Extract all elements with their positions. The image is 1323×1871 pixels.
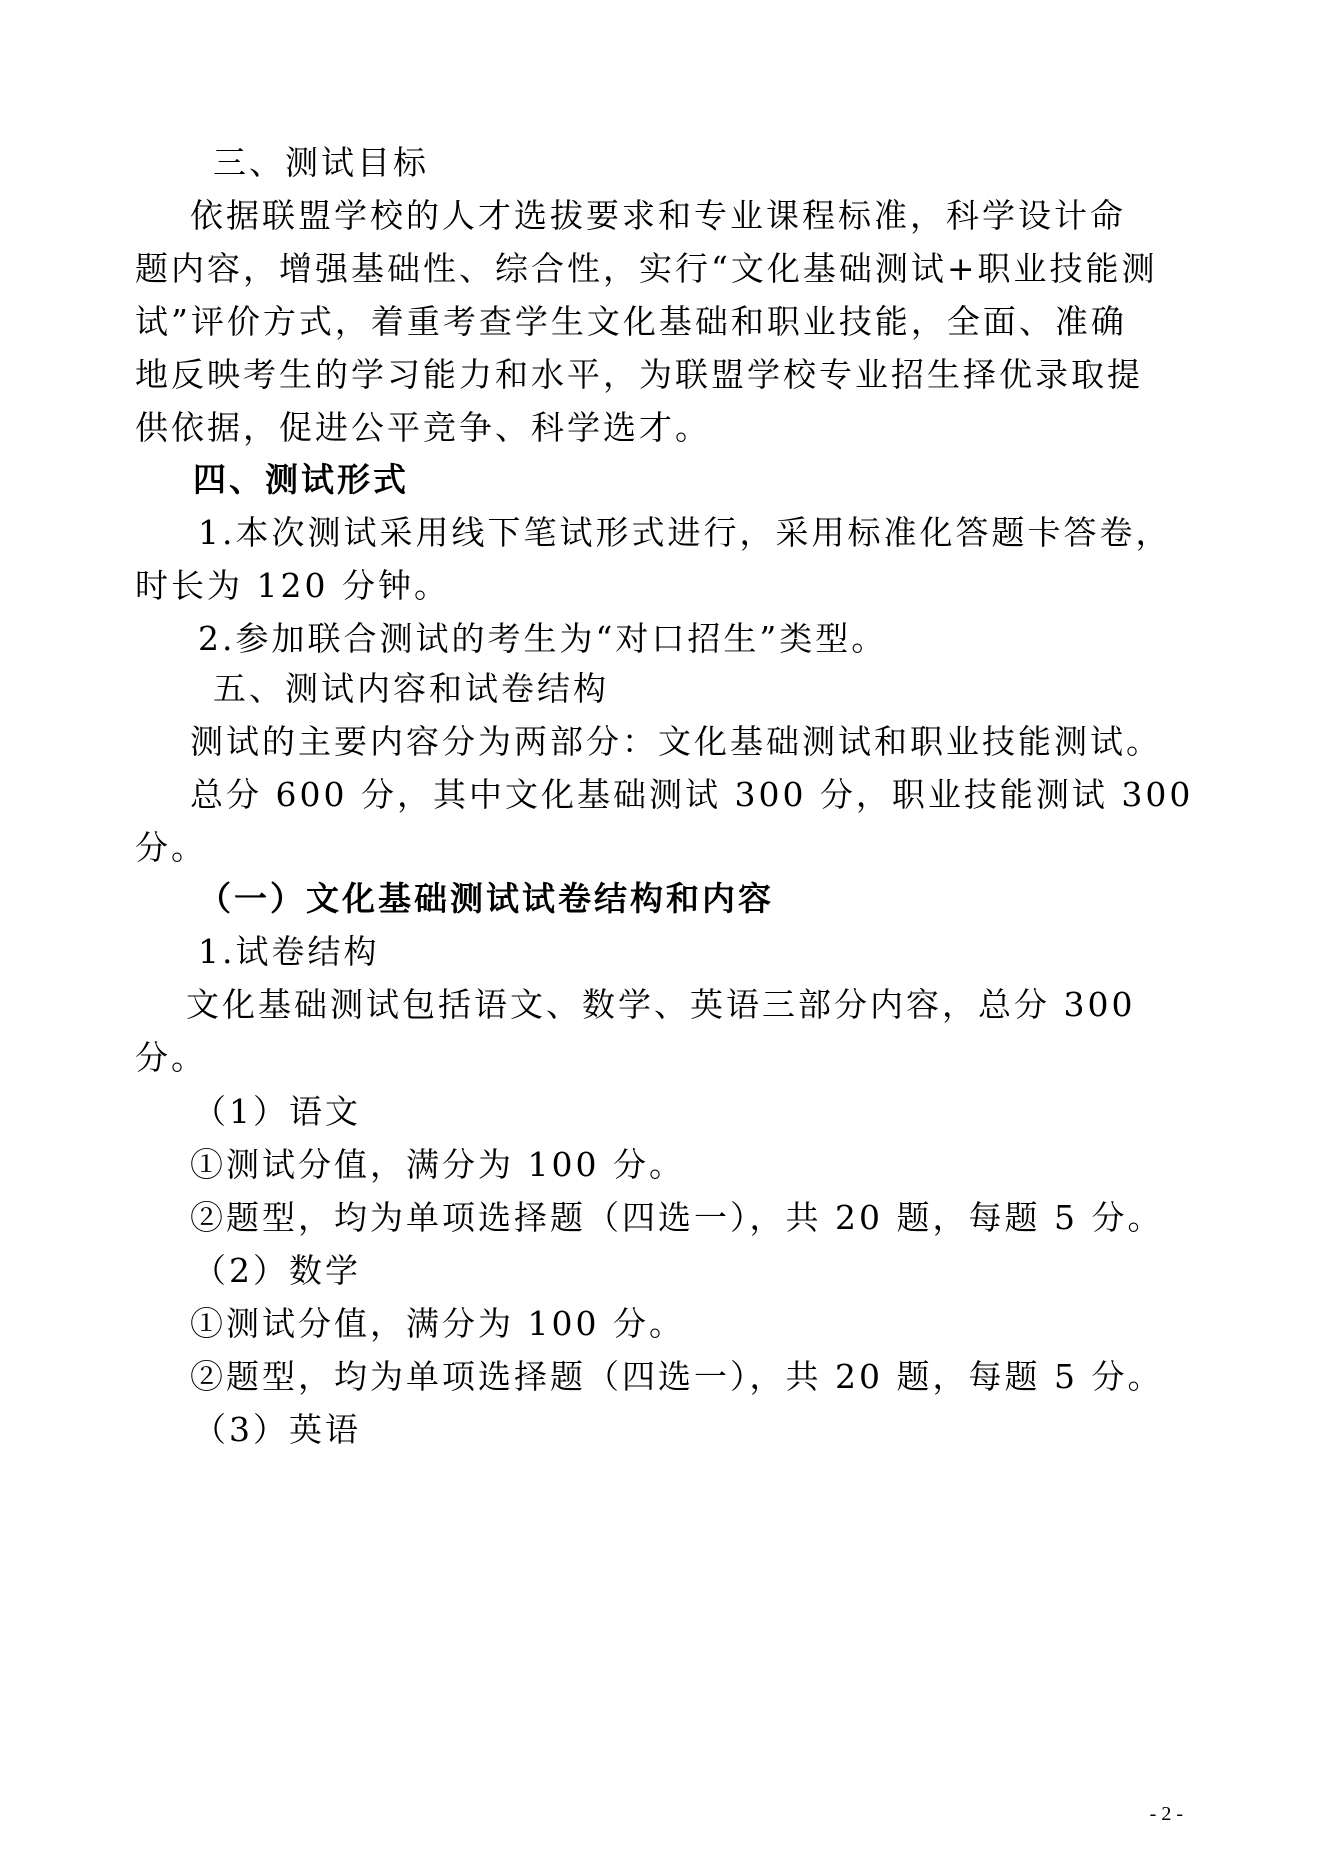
paragraph-line: 总分 600 分，其中文化基础测试 300 分，职业技能测试 300 [190,775,1194,814]
paragraph-line: 试”评价方式，着重考查学生文化基础和职业技能，全面、准确 [135,302,1127,341]
list-item-line: 1.本次测试采用线下笔试形式进行，采用标准化答题卡答卷， [198,513,1172,552]
subject-title-math: （2）数学 [193,1251,361,1290]
paragraph-line: 文化基础测试包括语文、数学、英语三部分内容，总分 300 [186,985,1136,1024]
subject-question-type: ②题型，均为单项选择题（四选一），共 20 题，每题 5 分。 [190,1357,1164,1396]
list-item: 2.参加联合测试的考生为“对口招生”类型。 [198,619,888,658]
paragraph-line: 分。 [135,828,207,867]
paragraph-line: 供依据，促进公平竞争、科学选才。 [135,408,711,447]
section-heading-test-objective: 三、测试目标 [213,143,429,182]
subject-title-chinese: （1）语文 [193,1092,361,1131]
subject-question-type: ②题型，均为单项选择题（四选一），共 20 题，每题 5 分。 [190,1198,1164,1237]
item-title: 1.试卷结构 [198,932,380,971]
subject-score: ①测试分值，满分为 100 分。 [190,1304,685,1343]
subject-score: ①测试分值，满分为 100 分。 [190,1145,685,1184]
paragraph-line: 依据联盟学校的人才选拔要求和专业课程标准，科学设计命 [190,196,1126,235]
paragraph-line: 分。 [135,1038,207,1077]
section-heading-test-format: 四、测试形式 [193,460,409,499]
list-item-line: 时长为 120 分钟。 [135,566,450,605]
page-number: - 2 - [1149,1803,1183,1825]
paragraph-line: 题内容，增强基础性、综合性，实行“文化基础测试+职业技能测 [135,249,1158,288]
subject-title-english: （3）英语 [193,1410,361,1449]
section-heading-test-content: 五、测试内容和试卷结构 [213,669,609,708]
subsection-heading: （一）文化基础测试试卷结构和内容 [198,879,774,918]
paragraph-line: 地反映考生的学习能力和水平，为联盟学校专业招生择优录取提 [135,355,1143,394]
paragraph-line: 测试的主要内容分为两部分：文化基础测试和职业技能测试。 [190,722,1162,761]
